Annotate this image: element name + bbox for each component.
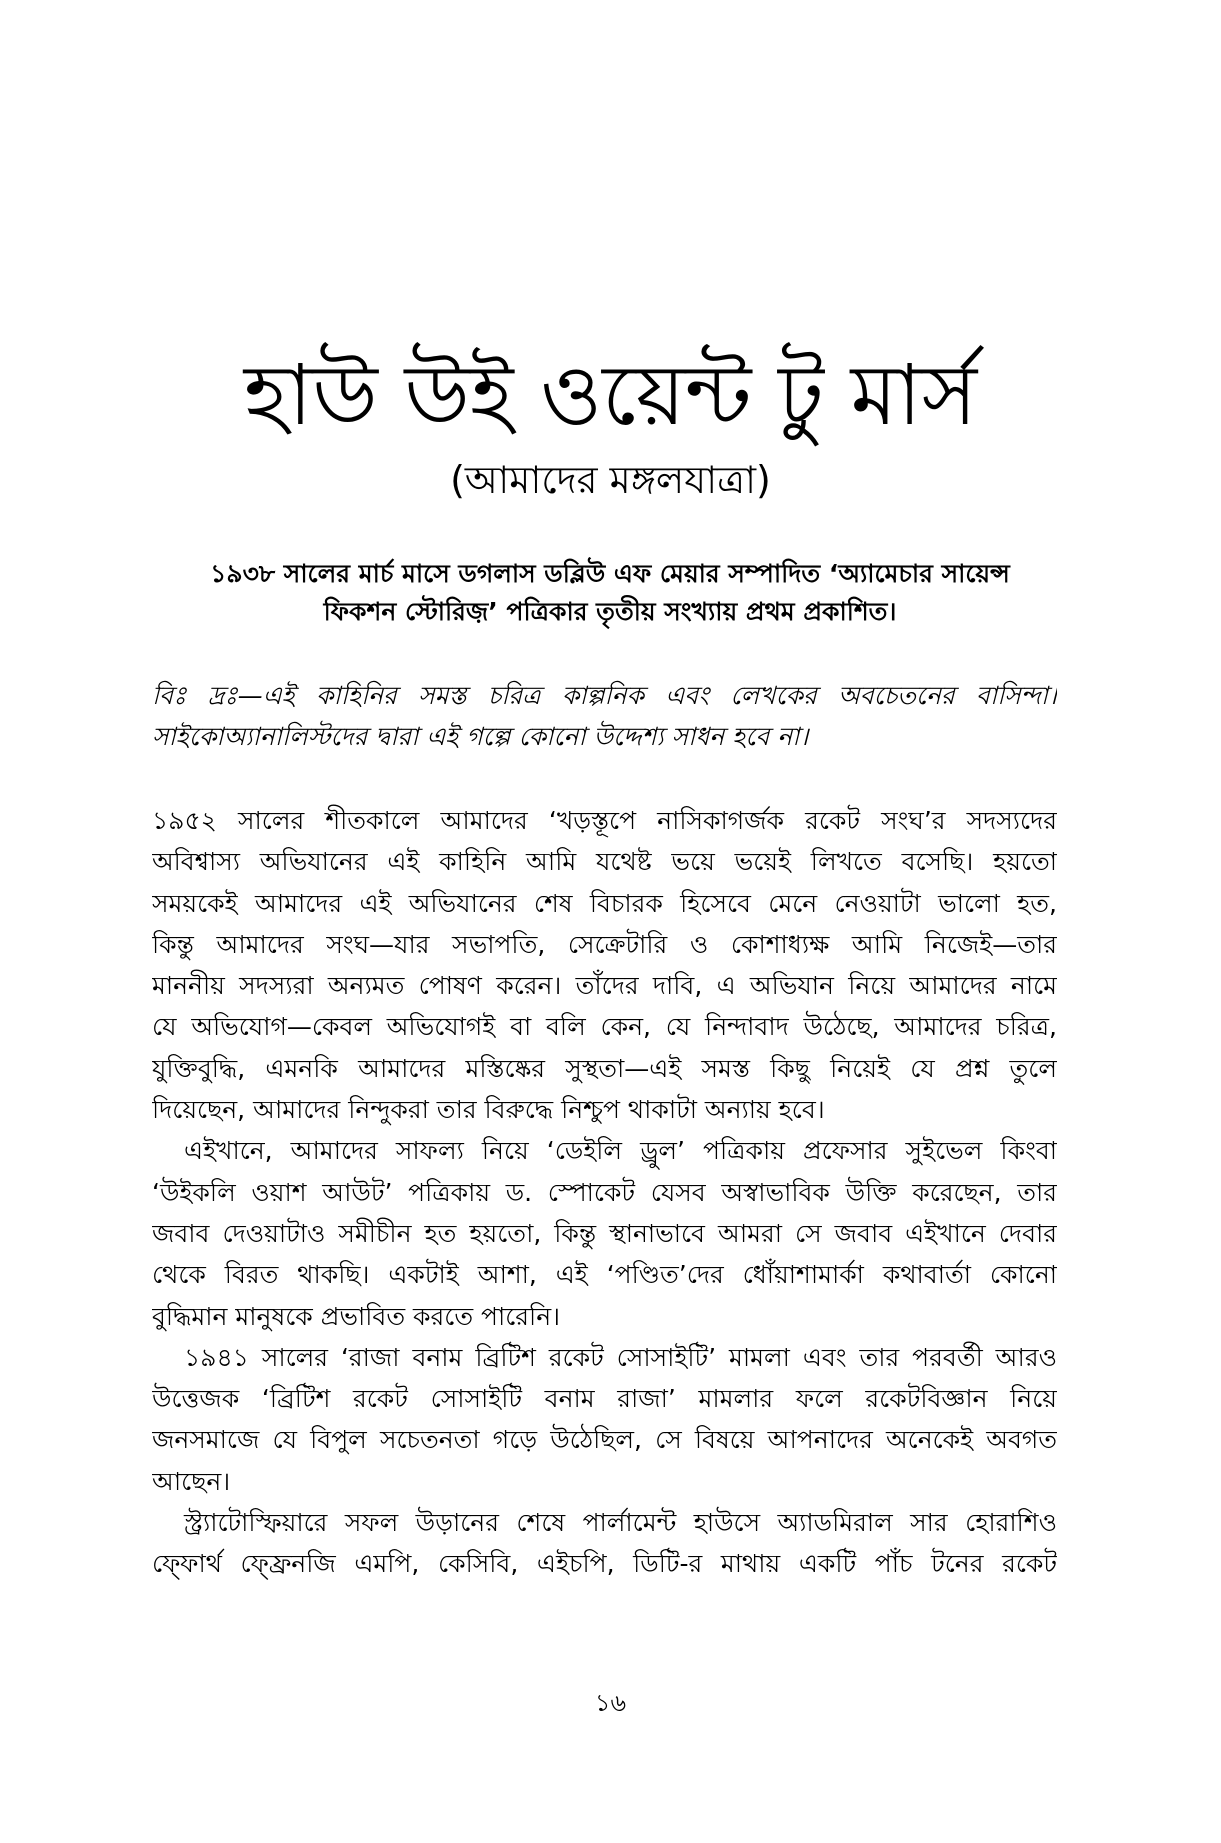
body-line: ১৯৪১ সালের ‘রাজা বনাম ব্রিটিশ রকেট সোসাইটি’ মামলা এবং তার পরবর্তী আরও xyxy=(184,1342,1057,1372)
chapter-subtitle: (আমাদের মঙ্গলযাত্রা) xyxy=(450,458,771,502)
body-text xyxy=(152,800,1057,1585)
body-line: জনসমাজে যে বিপুল সচেতনতা গড়ে উঠেছিল, সে বিষয়ে আপনাদের অনেকেই অবগত xyxy=(152,1425,1057,1455)
body-line: থেকে বিরত থাকছি। একটাই আশা, এই ‘পণ্ডিত’দের ধোঁয়াশামার্কা কথাবার্তা কোনো xyxy=(152,1260,1057,1290)
body-line: ১৯৫২ সালের শীতকালে আমাদের ‘খড়স্তূপে নাসিকাগর্জক রকেট সংঘ’র সদস্যদের xyxy=(152,806,1057,835)
body-line: ‘উইকলি ওয়াশ আউট’ পত্রিকায় ড. স্পোকেট যেসব অস্বাভাবিক উক্তি করেছেন, তার xyxy=(152,1177,1057,1207)
publication-note-line: ফিকশন স্টোরিজ়’ পত্রিকার তৃতীয় সংখ্যায় প্রথম প্রকাশিত। xyxy=(323,597,897,626)
body-line: যে অভিযোগ—কেবল অভিযোগই বা বলি কেন, যে নিন্দাবাদ উঠেছে, আমাদের চরিত্র, xyxy=(152,1012,1057,1042)
body-line: আছেন। xyxy=(152,1466,231,1496)
body-line: উত্তেজক ‘ব্রিটিশ রকেট সোসাইটি বনাম রাজা’ মামলার ফলে রকেটবিজ্ঞান নিয়ে xyxy=(152,1384,1057,1414)
chapter-title: হাউ উই ওয়েন্ট টু মার্স xyxy=(243,346,978,444)
body-line: জবাব দেওয়াটাও সমীচীন হত হয়তো, কিন্তু স্থানাভাবে আমরা সে জবাব এইখানে দেবার xyxy=(152,1218,1057,1248)
publication-note-line: ১৯৩৮ সালের মার্চ মাসে ডগলাস ডব্লিউ এফ মেয়ার সম্পাদিত ‘অ্যামেচার সায়েন্স xyxy=(210,559,1010,588)
disclaimer-line: সাইকোঅ্যানালিস্টদের দ্বারা এই গল্পে কোনো উদ্দেশ্য সাধন হবে না। xyxy=(152,722,809,752)
disclaimer xyxy=(152,675,1057,758)
page-number: ১৬ xyxy=(594,1689,627,1717)
body-line: যুক্তিবুদ্ধি, এমনকি আমাদের মস্তিষ্কের সুস্থতা—এই সমস্ত কিছু নিয়েই যে প্রশ্ন তুলে xyxy=(152,1053,1057,1083)
body-line: অবিশ্বাস্য অভিযানের এই কাহিনি আমি যথেষ্ট ভয়ে ভয়েই লিখতে বসেছি। হয়তো xyxy=(152,847,1057,877)
body-line: কিন্তু আমাদের সংঘ—যার সভাপতি, সেক্রেটারি ও কোশাধ্যক্ষ আমি নিজেই—তার xyxy=(152,929,1057,959)
disclaimer-line: বিঃ দ্রঃ—এই কাহিনির সমস্ত চরিত্র কাল্পনিক এবং লেখকের অবচেতনের বাসিন্দা। xyxy=(152,681,1057,710)
publication-note xyxy=(150,555,1070,631)
body-line: ফ্ফোর্থ ফ্ফ্রেনজি এমপি, কেসিবি, এইচপি, ডিটি-র মাথায় একটি পাঁচ টনের রকেট xyxy=(152,1549,1057,1579)
body-line: বুদ্ধিমান মানুষকে প্রভাবিত করতে পারেনি। xyxy=(152,1301,561,1331)
body-line: এইখানে, আমাদের সাফল্য নিয়ে ‘ডেইলি ড্রুল’ পত্রিকায় প্রফেসার সুইভেল কিংবা xyxy=(184,1136,1057,1166)
body-line: স্ট্র্যাটোস্ফিয়ারে সফল উড়ানের শেষে পার্লামেন্ট হাউসে অ্যাডমিরাল সার হোরাশিও xyxy=(184,1508,1057,1538)
body-line: সময়কেই আমাদের এই অভিযানের শেষ বিচারক হিসেবে মেনে নেওয়াটা ভালো হত, xyxy=(152,888,1057,918)
body-line: মাননীয় সদস্যরা অন্যমত পোষণ করেন। তাঁদের দাবি, এ অভিযান নিয়ে আমাদের নামে xyxy=(152,971,1057,1001)
body-line: দিয়েছেন, আমাদের নিন্দুকরা তার বিরুদ্ধে নিশ্চুপ থাকাটা অন্যায় হবে। xyxy=(152,1095,825,1125)
